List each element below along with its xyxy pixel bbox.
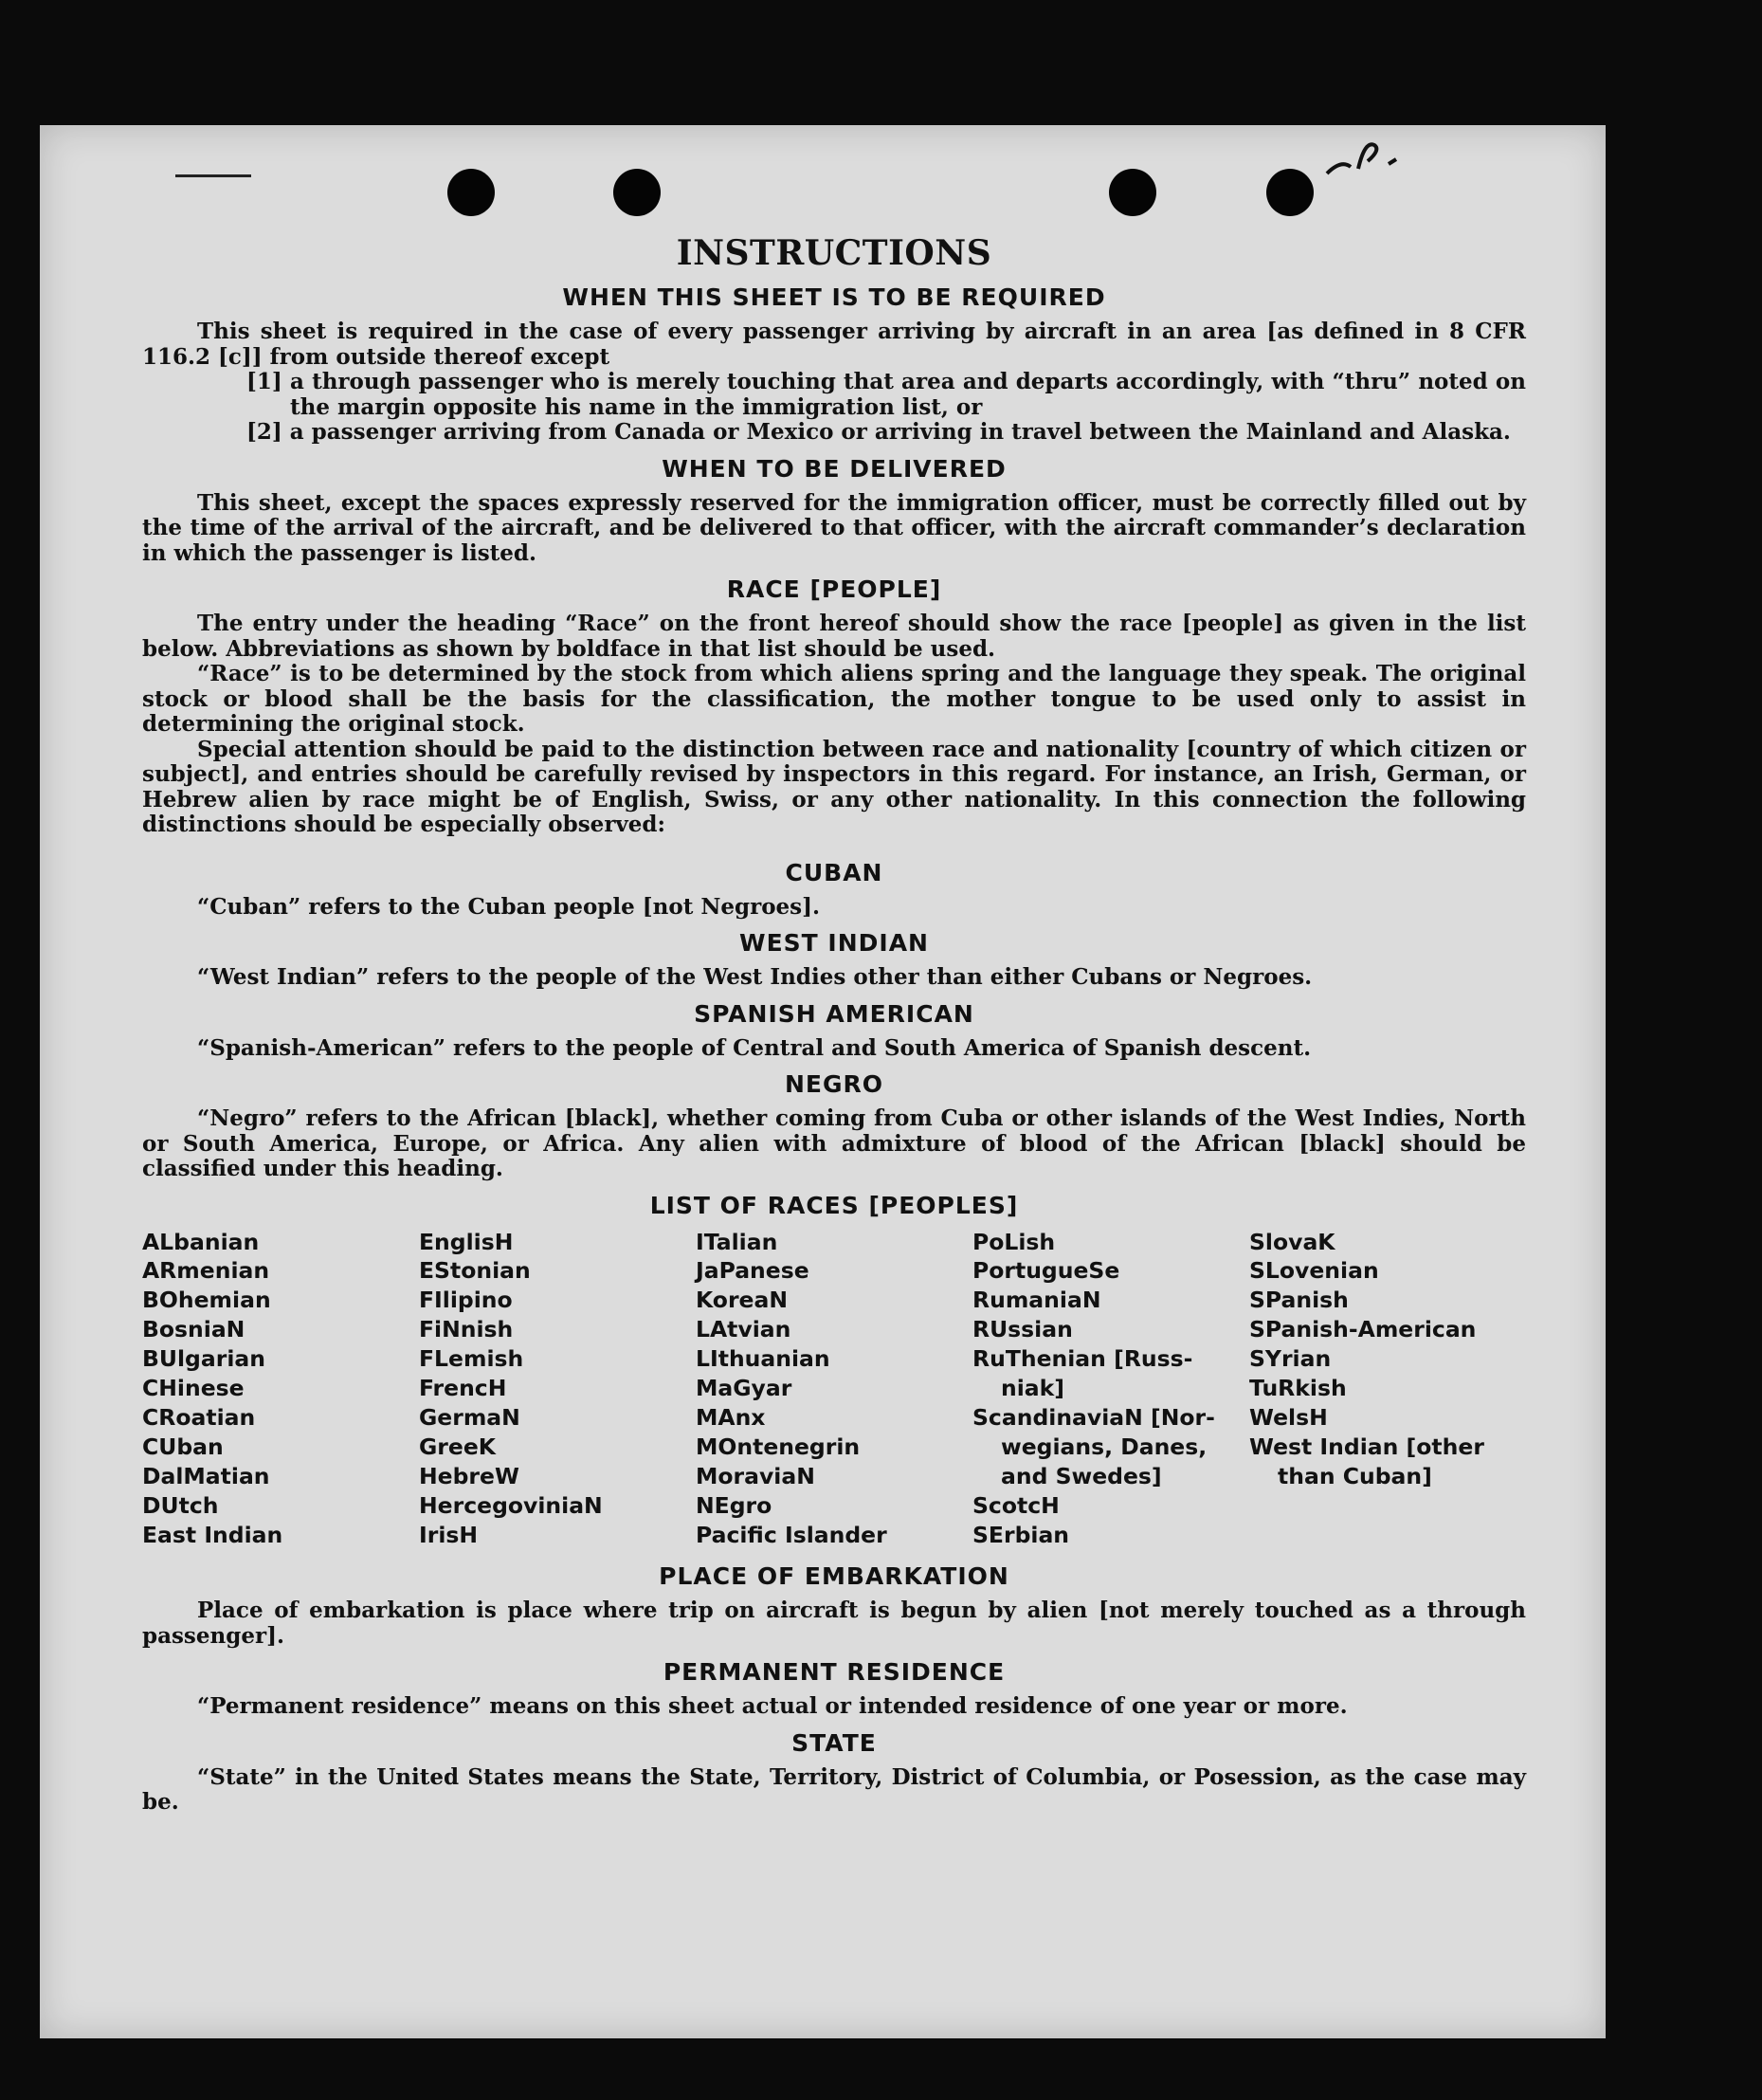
race-paragraph-2: “Race” is to be determined by the stock from which aliens spring and the language they speak. The original stock or blood shall be the basis for the classification, the mother tongue to be used only to assist in determining the original stock. <box>142 661 1526 737</box>
race-entry: ALbanian <box>142 1228 260 1255</box>
race-entry: CRoatian <box>142 1403 256 1431</box>
race-entry: DUtch <box>142 1491 219 1519</box>
required-item-1: [1] a through passenger who is merely touching that area and departs accordingly, with “thru” noted on the margin opposite his name in the immigration list, or <box>246 369 1526 420</box>
race-entry: MOntenegrin <box>696 1433 861 1460</box>
race-entry: RUssian <box>972 1316 1073 1343</box>
race-entry: FiNnish <box>419 1316 514 1343</box>
race-entry: IrisH <box>419 1521 479 1548</box>
required-paragraph: This sheet is required in the case of every passenger arriving by aircraft in an area [as defined in 8 CFR 116.2 [c]] from outside thereof except <box>142 319 1526 370</box>
delivered-paragraph: This sheet, except the spaces expressly reserved for the immigration officer, must be correctly filled out by the time of the arrival of the aircraft, and be delivered to that officer, with the aircraft commander’s declaration in which the passenger is listed. <box>142 489 1526 566</box>
delivered-heading: WHEN TO BE DELIVERED <box>662 454 1007 483</box>
race-column <box>696 1228 972 1550</box>
page-title: INSTRUCTIONS <box>676 233 992 273</box>
race-heading: RACE [PEOPLE] <box>726 575 942 603</box>
race-entry: SPanish <box>1249 1287 1349 1314</box>
race-entry: PoLish <box>972 1228 1056 1255</box>
race-entry: MoraviaN <box>696 1462 815 1489</box>
race-entry: than Cuban] <box>1278 1462 1432 1489</box>
ink-mark <box>175 174 251 177</box>
race-entry: MaGyar <box>696 1375 792 1402</box>
race-column <box>972 1228 1249 1550</box>
west-indian-paragraph: “West Indian” refers to the people of the West Indies other than either Cubans or Negroes. <box>197 964 1313 990</box>
race-entry: CUban <box>142 1433 224 1460</box>
race-entry: NEgro <box>696 1491 772 1519</box>
race-list <box>142 1228 1526 1550</box>
punch-hole <box>1109 169 1156 216</box>
punch-hole <box>613 169 661 216</box>
race-entry: SLovenian <box>1249 1257 1379 1285</box>
race-entry: CHinese <box>142 1375 245 1402</box>
race-column <box>142 1228 419 1550</box>
state-paragraph: “State” in the United States means the State, Territory, District of Columbia, or Posession, as the case may be. <box>142 1763 1526 1816</box>
race-entry: SlovaK <box>1249 1228 1335 1255</box>
embarkation-paragraph: Place of embarkation is place where trip on aircraft is begun by alien [not merely touched as a through passenger]. <box>142 1598 1526 1649</box>
race-paragraph-1: The entry under the heading “Race” on the front hereof should show the race [people] as given in the list below. Abbreviations as shown by boldface in that list should be used. <box>142 611 1526 662</box>
race-entry: DalMatian <box>142 1462 270 1489</box>
race-entry: Pacific Islander <box>696 1521 887 1548</box>
state-heading: STATE <box>791 1728 877 1757</box>
race-entry: HercegoviniaN <box>419 1491 603 1519</box>
race-entry: MAnx <box>696 1403 766 1431</box>
race-entry: JaPanese <box>696 1257 809 1285</box>
west-indian-heading: WEST INDIAN <box>739 929 929 957</box>
cuban-heading: CUBAN <box>785 858 883 886</box>
negro-paragraph: “Negro” refers to the African [black], whether coming from Cuba or other islands of the West Indies, North or South America, Europe, or Africa. Any alien with admixture of blood of the African [black] should be classified under this heading. <box>142 1105 1526 1181</box>
instructions-content <box>142 232 1526 1816</box>
cuban-paragraph: “Cuban” refers to the Cuban people [not Negroes]. <box>197 893 821 920</box>
race-entry: PortugueSe <box>972 1257 1120 1285</box>
race-entry: niak] <box>1001 1375 1065 1402</box>
race-entry: LIthuanian <box>696 1345 830 1373</box>
race-entry: WelsH <box>1249 1403 1328 1431</box>
punch-hole <box>447 169 495 216</box>
race-paragraph-3: Special attention should be paid to the distinction between race and nationality [country of which citizen or subject], and entries should be carefully revised by inspectors in this regard. For instance, an Irish, German, or Hebrew alien by race might be of English, Swiss, or any other nationality. In this connection the following distinctions should be especially observed: <box>142 736 1526 837</box>
race-entry: ITalian <box>696 1228 778 1255</box>
race-list-heading: LIST OF RACES [PEOPLES] <box>649 1191 1019 1219</box>
ink-mark <box>1322 131 1408 183</box>
race-column <box>419 1228 696 1550</box>
race-entry: GreeK <box>419 1433 496 1460</box>
race-entry: HebreW <box>419 1462 519 1489</box>
race-entry: BOhemian <box>142 1287 271 1314</box>
residence-paragraph: “Permanent residence” means on this sheet actual or intended residence of one year or more. <box>197 1693 1348 1720</box>
race-entry: ScotcH <box>972 1491 1060 1519</box>
race-entry: FLemish <box>419 1345 524 1373</box>
race-entry: ScandinaviaN [Nor- <box>972 1403 1215 1431</box>
embarkation-heading: PLACE OF EMBARKATION <box>659 1562 1009 1591</box>
residence-heading: PERMANENT RESIDENCE <box>663 1658 1006 1687</box>
race-entry: RumaniaN <box>972 1287 1101 1314</box>
race-entry: LAtvian <box>696 1316 791 1343</box>
race-entry: wegians, Danes, <box>1001 1433 1208 1460</box>
race-entry: GermaN <box>419 1403 520 1431</box>
race-entry: BosniaN <box>142 1316 245 1343</box>
race-entry: SErbian <box>972 1521 1070 1548</box>
race-entry: BUlgarian <box>142 1345 265 1373</box>
punch-hole <box>1266 169 1314 216</box>
race-entry: FrencH <box>419 1375 507 1402</box>
spanish-american-paragraph: “Spanish-American” refers to the people of Central and South America of Spanish descent. <box>197 1034 1312 1061</box>
race-entry: EnglisH <box>419 1228 514 1255</box>
race-column <box>1249 1228 1505 1550</box>
race-entry: RuThenian [Russ- <box>972 1345 1193 1373</box>
race-entry: TuRkish <box>1249 1375 1347 1402</box>
race-entry: East Indian <box>142 1521 283 1548</box>
race-entry: West Indian [other <box>1249 1433 1484 1460</box>
race-entry: KoreaN <box>696 1287 788 1314</box>
required-heading: WHEN THIS SHEET IS TO BE REQUIRED <box>562 283 1106 311</box>
required-item-2: [2] a passenger arriving from Canada or Mexico or arriving in travel between the Mainland and Alaska. <box>246 419 1511 445</box>
race-entry: SYrian <box>1249 1345 1332 1373</box>
negro-heading: NEGRO <box>784 1070 884 1098</box>
race-entry: and Swedes] <box>1001 1462 1162 1489</box>
race-entry: SPanish-American <box>1249 1316 1477 1343</box>
race-entry: EStonian <box>419 1257 531 1285</box>
race-entry: ARmenian <box>142 1257 270 1285</box>
spanish-american-heading: SPANISH AMERICAN <box>694 999 974 1028</box>
race-entry: FIlipino <box>419 1287 513 1314</box>
